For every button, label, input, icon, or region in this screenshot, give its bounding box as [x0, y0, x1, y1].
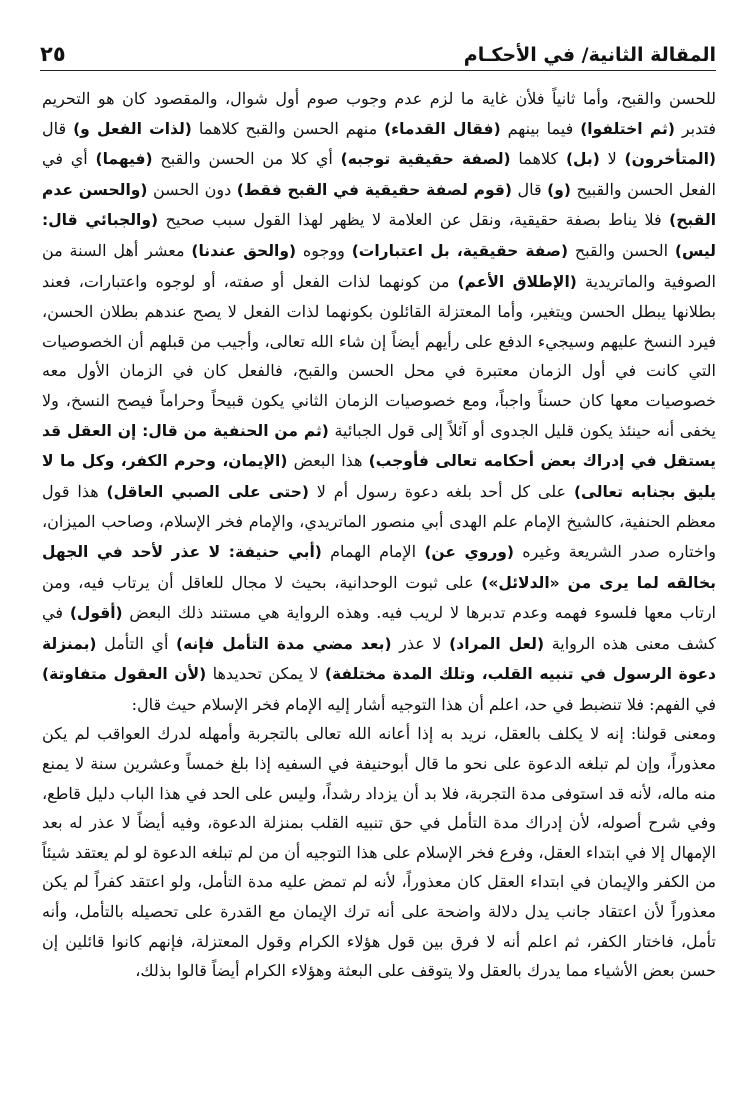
commentary-text: للحسن والقبح، وأما ثانياً فلأن غاية ما لزم عدم وجوب صوم أول شوال، والمقصود كان هو التحريم فتدبر — [42, 89, 717, 138]
commentary-text: لا يمكن تحديدها — [206, 664, 325, 684]
commentary-text: فيما بينهم — [500, 118, 581, 138]
commentary-text: الإمام الهمام — [321, 541, 425, 561]
bold-matn-text: (فقال القدماء) — [384, 119, 501, 138]
bold-matn-text: (والجبائي قال: ليس) — [42, 211, 717, 260]
commentary-text: لا عذر — [391, 633, 450, 653]
bold-matn-text: (ثم من الحنفية من قال: إن العقل قد يستقل في إدراك بعض أحكامه تعالى فأوجب) — [42, 421, 717, 471]
bold-matn-text: (لذات الفعل و) — [73, 119, 192, 138]
bold-matn-text: (والحسن عدم القبح) — [42, 180, 717, 230]
bold-matn-text: (لصفة حقيقية توجبه) — [340, 150, 511, 169]
body-text — [42, 84, 716, 986]
bold-matn-text: (قوم لصفة حقيقية في القبح فقط) — [236, 180, 512, 199]
commentary-text: منهم الحسن والقبح كلاهما — [191, 118, 385, 138]
bold-matn-text: (ثم اختلفوا) — [580, 119, 675, 138]
commentary-text: أي في الفعل الحسن والقبيح — [42, 149, 716, 199]
bold-matn-text: (وروي عن) — [424, 542, 515, 561]
bold-matn-text: (والحق عندنا) — [191, 241, 297, 260]
commentary-text: على كل أحد بلغه دعوة رسول أم لا — [308, 481, 574, 501]
commentary-text: ووجوه — [296, 240, 352, 260]
commentary-text: دون الحسن — [147, 179, 237, 199]
commentary-text: كلاهما — [510, 149, 566, 169]
commentary-text: على ثبوت الوحدانية، بحيث لا مجال للعاقل أن يرتاب فيه، ومن ارتاب معها فلسوء فهمه وعدم تدبرها لا لريب فيه. وهذه الرواية هي مستند ذلك البعض — [42, 572, 716, 623]
commentary-text: أي كلا من الحسن والقبح — [152, 149, 341, 169]
page-number: ٢٥ — [40, 42, 66, 66]
bold-matn-text: (بمنزلة دعوة الرسول في تنبيه القلب، وتلك المدة مختلفة) — [42, 634, 717, 684]
bold-matn-text: (حتى على الصبي العاقل) — [106, 482, 309, 501]
bold-matn-text: (الإطلاق الأعم) — [457, 272, 577, 291]
commentary-text: لا — [599, 149, 625, 169]
bold-matn-text: (لأن العقول متفاوتة) — [42, 665, 207, 684]
bold-matn-text: (صفة حقيقية، بل اعتبارات) — [351, 241, 569, 260]
bold-matn-text: (بعد مضي مدة التأمل فإنه) — [176, 634, 392, 653]
bold-matn-text: (المتأخرون) — [624, 150, 717, 169]
paragraph — [42, 719, 716, 985]
commentary-text: من كونهما لذات الفعل أو صفته، أو لوجوه واعتبارات، فعند بطلانها يبطل الحسن ويتغير، وأما المعتزلة القائلون بكونهما لذات الفعل لا يصح عندهم بطلان الحسن، فيرد النسخ عليهم وسيجيء الدفع على رأيهم أيضاً إن شاء الله تعالى، وأجيب من قبلهم أن الخصوصيات التي كانت في أول الزمان معتبرة في محل الحسن والقبح، فالفعل كان في الزمان الأول معه خصوصيات معها كان حسناً واجباً، ومع خصوصيات الزمان الثاني يكون قبيحاً وحراماً فيصح النسخ، ولا يخفى أنه حينئذ يكون قليل الجدوى أو آئلاً إلى قول الجبائية — [42, 271, 717, 440]
bold-matn-text: (أقول) — [69, 604, 123, 623]
bold-matn-text: (بل) — [565, 150, 600, 169]
bold-matn-text: (الإيمان، وحرم الكفر، وكل ما لا يليق بجنابه تعالى) — [42, 452, 716, 501]
commentary-text: في كشف معنى هذه الرواية — [42, 603, 717, 653]
commentary-text: قال — [511, 179, 548, 199]
commentary-text: ومعنى قولنا: إنه لا يكلف بالعقل، نريد به إذا أعانه الله تعالى بالتجربة وأمهله لدرك العواقب لم يكن معذوراً، وإن لم تبلغه الدعوة على نحو ما قال أبوحنيفة في السفيه إذا بلغ خمساً وعشرين سنة لا يمنع منه ماله، لأنه قد استوفى مدة التجربة، فلا بد أن يزداد رشداً، وليس على الحد في هذا الباب دليل قاطع، وفي شرح أصوله، لأن إدراك مدة التأمل في حق تنبيه القلب بمنزلة الدعوة، وفيه أيضاً لا عذر له بعد الإمهال إلا في ابتداء العقل، وفرع فخر الإسلام على هذا التوجيه أن من لم تبلغه الدعوة لو لم يعتقد شيئاً من الكفر والإيمان في ابتداء العقل كان معذوراً، لأنه لم تمض عليه مدة التأمل، ولو اعتقد كفراً لم يكن معذوراً لأن اعتقاد جانب يدل دلالة واضحة على أنه ترك الإيمان مع القدرة على تحصيله بالتأمل، وأنه تأمل، فاختار الكفر، ثم اعلم أنه لا فرق بين قول هؤلاء الكرام وقول المعتزلة، فإنهم كانوا قائلين إن حسن بعض الأشياء مما يدرك بالعقل ولا يتوقف على البعثة وهؤلاء الكرام أيضاً قالوا بذلك، — [42, 724, 717, 981]
commentary-text: قال — [42, 118, 74, 138]
paragraph — [42, 84, 716, 719]
bold-matn-text: (فيهما) — [95, 150, 153, 169]
bold-matn-text: (و) — [547, 180, 571, 199]
page-header — [40, 30, 716, 71]
commentary-text: معشر أهل السنة من الصوفية والماتريدية — [42, 240, 716, 291]
commentary-text: الحسن والقبح — [568, 240, 675, 260]
bold-matn-text: (أبي حنيفة: لا عذر لأحد في الجهل بخالقه لما يرى من «الدلائل») — [42, 542, 716, 592]
commentary-text: أي التأمل — [96, 633, 177, 653]
running-title: المقالة الثانية/ في الأحكـام — [463, 44, 716, 66]
commentary-text: هذا البعض — [287, 451, 369, 471]
bold-matn-text: (لعل المراد) — [449, 634, 545, 653]
commentary-text: هذا قول معظم الحنفية، كالشيخ الإمام علم الهدى أبي منصور الماتريدي، والإمام فخر الإسلام، وصاحب الميزان، واختاره صدر الشريعة وغيره — [42, 481, 716, 561]
commentary-text: فلا يناط بصفة حقيقية، ونقل عن العلامة لا يظهر لهذا القول سبب صحيح — [158, 210, 670, 230]
commentary-text: في الفهم: فلا تنضبط في حد، اعلم أن هذا التوجيه أشار إليه الإمام فخر الإسلام حيث قال: — [131, 694, 716, 714]
